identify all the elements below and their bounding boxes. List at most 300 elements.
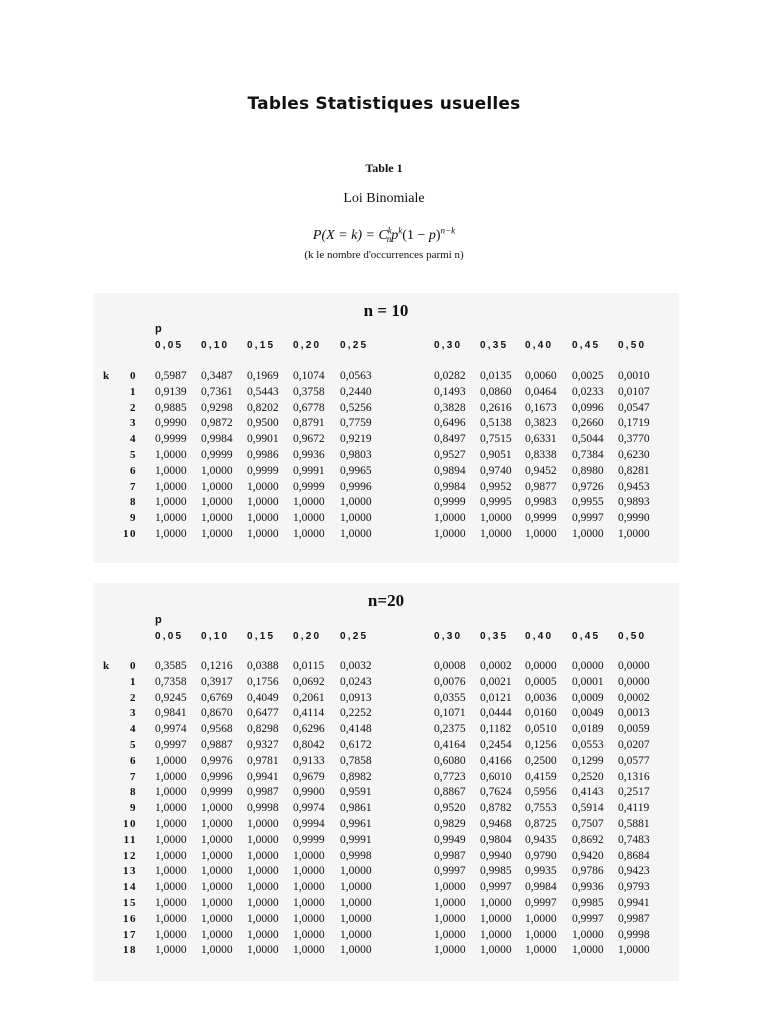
k-value: 7 (130, 770, 137, 783)
table-cell: 0,9998 (618, 928, 650, 941)
table-cell: 0,3585 (155, 660, 187, 672)
table-cell: 0,9990 (155, 417, 187, 430)
table-cell: 0,9900 (293, 786, 325, 799)
table-cell: 1,0000 (480, 944, 512, 957)
p-label: p (155, 614, 162, 626)
table-cell: 0,9877 (525, 480, 557, 493)
table-cell: 0,0002 (480, 660, 512, 672)
p-header: 0,10 (201, 631, 230, 642)
table-cell: 0,0282 (434, 370, 466, 382)
table-cell: 0,6230 (618, 449, 650, 461)
table-cell: 1,0000 (340, 897, 372, 909)
table-cell: 0,0207 (618, 739, 650, 751)
table-cell: 1,0000 (155, 802, 187, 815)
k-value: 2 (130, 691, 137, 704)
table-cell: 0,8692 (572, 833, 604, 846)
table-cell: 1,0000 (155, 496, 187, 509)
table-cell: 0,8497 (434, 433, 466, 446)
table-cell: 0,9139 (155, 385, 187, 398)
table-cell: 0,7515 (480, 433, 512, 446)
table-cell: 0,8982 (340, 770, 372, 783)
k-value: 18 (123, 944, 137, 957)
table-cell: 1,0000 (340, 512, 372, 525)
table-cell: 0,2061 (293, 691, 325, 704)
table-cell: 0,9786 (572, 865, 604, 878)
table-cell: 0,7358 (155, 675, 187, 688)
table-cell: 0,5044 (572, 433, 604, 446)
table-cell: 1,0000 (247, 849, 279, 862)
table-cell: 0,4166 (480, 754, 512, 767)
k-value: 0 (130, 370, 137, 382)
table-cell: 0,1316 (618, 770, 650, 783)
table-cell: 1,0000 (155, 754, 187, 767)
table-cell: 0,8670 (201, 707, 233, 720)
table-cell: 1,0000 (480, 528, 512, 540)
table-cell: 0,0115 (293, 660, 325, 672)
table-cell: 0,9985 (572, 897, 604, 909)
table-cell: 0,2440 (340, 385, 372, 398)
table-cell: 0,9984 (525, 881, 557, 894)
table-cell: 1,0000 (340, 865, 372, 878)
table-cell: 0,5443 (247, 385, 279, 398)
table-cell: 0,6080 (434, 754, 466, 767)
table-cell: 1,0000 (247, 512, 279, 525)
table-cell: 1,0000 (480, 512, 512, 525)
table-cell: 0,9793 (618, 881, 650, 894)
table-cell: 1,0000 (201, 881, 233, 894)
table-cell: 1,0000 (155, 528, 187, 540)
k-value: 0 (130, 660, 137, 672)
table-cell: 0,9990 (618, 512, 650, 525)
k-value: 4 (130, 723, 137, 736)
p-header: 0,35 (480, 631, 509, 642)
table-cell: 0,9984 (434, 480, 466, 493)
table-cell: 1,0000 (247, 881, 279, 894)
table-cell: 0,9219 (340, 433, 372, 446)
table-cell: 1,0000 (155, 881, 187, 894)
table-cell: 1,0000 (480, 897, 512, 909)
k-value: 5 (130, 739, 137, 751)
table-cell: 0,0000 (618, 675, 650, 688)
table-cell: 0,0032 (340, 660, 372, 672)
table-cell: 0,9997 (572, 912, 604, 925)
table-cell: 1,0000 (340, 881, 372, 894)
binomial-table-n10 (93, 293, 679, 563)
table-cell: 0,0563 (340, 370, 372, 382)
table-cell: 1,0000 (201, 802, 233, 815)
table-subtitle: Loi Binomiale (343, 191, 425, 206)
table-cell: 1,0000 (201, 944, 233, 957)
table-cell: 1,0000 (247, 833, 279, 846)
table-cell: 0,0233 (572, 385, 604, 398)
table-cell: 0,5881 (618, 818, 650, 830)
table-cell: 0,9997 (434, 865, 466, 878)
table-cell: 0,9991 (293, 464, 325, 477)
table-cell: 0,0059 (618, 723, 650, 736)
table-cell: 0,0009 (572, 691, 604, 704)
table-cell: 0,9999 (201, 449, 233, 461)
table-cell: 0,0189 (572, 723, 604, 736)
table-cell: 1,0000 (155, 449, 187, 461)
table-cell: 0,0001 (572, 675, 604, 688)
table-cell: 0,0025 (572, 370, 604, 382)
table-cell: 1,0000 (201, 464, 233, 477)
page-title: Tables Statistiques usuelles (247, 94, 521, 114)
table-cell: 0,0355 (434, 691, 466, 704)
table-cell: 1,0000 (525, 912, 557, 925)
k-value: 3 (130, 417, 137, 430)
table-cell: 1,0000 (480, 912, 512, 925)
table-cell: 0,1216 (201, 660, 233, 672)
k-value: 9 (130, 512, 137, 525)
k-value: 1 (130, 675, 137, 688)
table-cell: 0,8980 (572, 464, 604, 477)
table-cell: 1,0000 (572, 944, 604, 957)
k-value: 8 (130, 496, 137, 509)
table-cell: 0,9804 (480, 833, 512, 846)
table-cell: 1,0000 (201, 897, 233, 909)
table-cell: 0,7723 (434, 770, 466, 783)
table-cell: 1,0000 (293, 944, 325, 957)
p-header: 0,50 (618, 340, 647, 351)
table-cell: 0,1299 (572, 754, 604, 767)
table-cell: 0,9781 (247, 754, 279, 767)
table-cell: 0,1719 (618, 417, 650, 430)
table-cell: 0,3823 (525, 417, 557, 430)
table-cell: 0,0000 (618, 660, 650, 672)
table-cell: 1,0000 (293, 849, 325, 862)
table-cell: 0,9420 (572, 849, 604, 862)
p-header: 0,20 (293, 340, 322, 351)
table-cell: 0,6010 (480, 770, 512, 783)
table-cell: 1,0000 (525, 944, 557, 957)
table-cell: 0,0553 (572, 739, 604, 751)
table-cell: 0,0021 (480, 675, 512, 688)
table-cell: 1,0000 (201, 865, 233, 878)
table-cell: 0,9885 (155, 401, 187, 414)
table-cell: 0,9861 (340, 802, 372, 815)
k-value: 16 (123, 912, 137, 925)
table-cell: 1,0000 (155, 464, 187, 477)
k-value: 3 (130, 707, 137, 720)
table-cell: 1,0000 (434, 912, 466, 925)
table-cell: 0,4148 (340, 723, 372, 736)
table-cell: 1,0000 (247, 480, 279, 493)
table-cell: 0,6477 (247, 707, 279, 720)
table-cell: 0,9987 (247, 786, 279, 799)
formula-text: $P(X = k) = C^k_np^k(1 - p)^{n-k}$ (312, 225, 456, 245)
table-cell: 0,8684 (618, 849, 650, 862)
table-cell: 0,0243 (340, 675, 372, 688)
table-cell: 0,4164 (434, 739, 466, 751)
table-cell: 0,3770 (618, 433, 650, 446)
table-cell: 0,1756 (247, 675, 279, 688)
table-cell: 0,2252 (340, 707, 372, 720)
p-header: 0,05 (155, 631, 184, 642)
table-cell: 1,0000 (340, 496, 372, 509)
table-cell: 0,9726 (572, 480, 604, 493)
table-cell: 0,4114 (293, 707, 325, 720)
table-cell: 1,0000 (525, 928, 557, 941)
table-cell: 0,9997 (572, 512, 604, 525)
table-cell: 0,7361 (201, 385, 233, 398)
table-cell: 1,0000 (525, 528, 557, 540)
k-value: 6 (130, 754, 137, 767)
table-cell: 0,0002 (618, 691, 650, 704)
table-cell: 0,9998 (340, 849, 372, 862)
table-cell: 0,3828 (434, 401, 466, 414)
k-value: 8 (130, 786, 137, 799)
table-cell: 1,0000 (293, 512, 325, 525)
table-cell: 0,6331 (525, 433, 557, 446)
table-cell: 0,9997 (155, 739, 187, 751)
table-cell: 0,9298 (201, 401, 233, 414)
table-cell: 0,2520 (572, 770, 604, 783)
table-cell: 0,0996 (572, 401, 604, 414)
p-header: 0,15 (247, 340, 276, 351)
table-cell: 0,1071 (434, 707, 466, 720)
table-cell: 0,1256 (525, 739, 557, 751)
table-cell: 0,3917 (201, 675, 233, 688)
table-cell: 1,0000 (155, 480, 187, 493)
table-cell: 0,0464 (525, 385, 557, 398)
table-cell: 0,0060 (525, 370, 557, 382)
table-cell: 0,6496 (434, 417, 466, 430)
table-cell: 0,9790 (525, 849, 557, 862)
table-cell: 0,2517 (618, 786, 650, 799)
table-cell: 0,9527 (434, 449, 466, 461)
table-cell: 0,9999 (293, 480, 325, 493)
table-cell: 1,0000 (293, 881, 325, 894)
table-cell: 0,9841 (155, 707, 187, 720)
table-cell: 0,9949 (434, 833, 466, 846)
table-cell: 1,0000 (201, 912, 233, 925)
table-cell: 1,0000 (618, 944, 650, 957)
p-header: 0,30 (434, 631, 463, 642)
k-value: 9 (130, 802, 137, 815)
p-header: 0,30 (434, 340, 463, 351)
table-cell: 1,0000 (434, 528, 466, 540)
p-header: 0,05 (155, 340, 184, 351)
table-cell: 0,9468 (480, 818, 512, 830)
table-cell: 0,9133 (293, 754, 325, 767)
table-cell: 0,0121 (480, 691, 512, 704)
p-header: 0,25 (340, 631, 369, 642)
p-header: 0,15 (247, 631, 276, 642)
table-cell: 1,0000 (155, 912, 187, 925)
table-cell: 0,9500 (247, 417, 279, 430)
table-cell: 1,0000 (618, 528, 650, 540)
p-header: 0,25 (340, 340, 369, 351)
table-cell: 1,0000 (340, 944, 372, 957)
table-cell: 0,7507 (572, 818, 604, 830)
table-cell: 0,9996 (201, 770, 233, 783)
table-cell: 1,0000 (572, 928, 604, 941)
table-cell: 0,9999 (247, 464, 279, 477)
table-cell: 1,0000 (434, 881, 466, 894)
table-cell: 1,0000 (247, 865, 279, 878)
table-cell: 0,1182 (480, 723, 512, 736)
table-cell: 0,9986 (247, 449, 279, 461)
table-cell: 0,9591 (340, 786, 372, 799)
k-value: 12 (123, 849, 137, 862)
table-cell: 0,0388 (247, 660, 279, 672)
table-cell: 0,9941 (247, 770, 279, 783)
table-cell: 0,9983 (525, 496, 557, 509)
table-cell: 0,9423 (618, 865, 650, 878)
table-cell: 0,4119 (618, 802, 650, 815)
table-cell: 1,0000 (247, 528, 279, 540)
table-cell: 0,0107 (618, 385, 650, 398)
table-label: Table 1 (365, 161, 403, 175)
table-cell: 1,0000 (201, 818, 233, 830)
table-cell: 0,6296 (293, 723, 325, 736)
table-cell: 0,9976 (201, 754, 233, 767)
table-cell: 1,0000 (155, 928, 187, 941)
table-cell: 0,0000 (572, 660, 604, 672)
table-cell: 0,1673 (525, 401, 557, 414)
table-cell: 0,9985 (480, 865, 512, 878)
table-cell: 0,8042 (293, 739, 325, 751)
table-cell: 0,9999 (155, 433, 187, 446)
table-cell: 1,0000 (247, 897, 279, 909)
table-cell: 0,9245 (155, 691, 187, 704)
table-cell: 0,0008 (434, 660, 466, 672)
p-header: 0,40 (525, 340, 554, 351)
table-cell: 0,9987 (618, 912, 650, 925)
table-cell: 0,0000 (525, 660, 557, 672)
table-cell: 1,0000 (340, 528, 372, 540)
table-cell: 0,9872 (201, 417, 233, 430)
table-cell: 1,0000 (572, 528, 604, 540)
table-cell: 1,0000 (155, 786, 187, 799)
table-cell: 0,9829 (434, 818, 466, 830)
table-cell: 0,9901 (247, 433, 279, 446)
table-cell: 0,9453 (618, 480, 650, 493)
formula-note: (k le nombre d'occurrences parmi n) (304, 249, 464, 261)
table-cell: 0,0076 (434, 675, 466, 688)
table-cell: 0,4159 (525, 770, 557, 783)
table-cell: 0,0547 (618, 401, 650, 414)
table-cell: 0,8782 (480, 802, 512, 815)
table-cell: 1,0000 (293, 928, 325, 941)
table-cell: 0,9568 (201, 723, 233, 736)
table-cell: 1,0000 (247, 928, 279, 941)
k-value: 11 (123, 833, 137, 846)
table-cell: 0,7858 (340, 754, 372, 767)
table-cell: 1,0000 (247, 912, 279, 925)
p-header: 0,50 (618, 631, 647, 642)
p-header: 0,10 (201, 340, 230, 351)
table-cell: 1,0000 (293, 865, 325, 878)
table-cell: 0,5256 (340, 401, 372, 414)
table-cell: 0,9940 (480, 849, 512, 862)
p-header: 0,45 (572, 340, 601, 351)
table-cell: 0,8298 (247, 723, 279, 736)
table-cell: 0,0577 (618, 754, 650, 767)
table-cell: 0,9997 (525, 897, 557, 909)
table-cell: 0,9995 (480, 496, 512, 509)
table-cell: 0,2375 (434, 723, 466, 736)
k-value: 4 (130, 433, 137, 446)
table-title: n = 10 (363, 301, 409, 320)
table-cell: 1,0000 (434, 928, 466, 941)
table-cell: 0,9961 (340, 818, 372, 830)
table-cell: 1,0000 (201, 480, 233, 493)
table-cell: 1,0000 (247, 944, 279, 957)
table-cell: 0,9996 (340, 480, 372, 493)
table-cell: 0,2616 (480, 401, 512, 414)
table-cell: 1,0000 (293, 496, 325, 509)
table-cell: 1,0000 (247, 496, 279, 509)
table-title: n=20 (367, 591, 405, 610)
k-value: 5 (130, 449, 137, 461)
table-cell: 0,9998 (247, 802, 279, 815)
table-cell: 0,4143 (572, 786, 604, 799)
table-cell: 0,0160 (525, 707, 557, 720)
table-cell: 0,0005 (525, 675, 557, 688)
table-cell: 0,0036 (525, 691, 557, 704)
table-cell: 0,9999 (201, 786, 233, 799)
table-cell: 0,1074 (293, 370, 325, 382)
table-cell: 0,8202 (247, 401, 279, 414)
table-cell: 0,0013 (618, 707, 650, 720)
table-cell: 1,0000 (201, 528, 233, 540)
table-cell: 0,7483 (618, 833, 650, 846)
p-label: p (155, 323, 162, 335)
k-value: 13 (123, 865, 137, 878)
table-cell: 0,2660 (572, 417, 604, 430)
table-cell: 0,9740 (480, 464, 512, 477)
table-cell: 0,8791 (293, 417, 325, 430)
k-value: 1 (130, 385, 137, 398)
table-cell: 0,9994 (293, 818, 325, 830)
table-cell: 0,8338 (525, 449, 557, 461)
table-cell: 0,6172 (340, 739, 372, 751)
table-cell: 0,3758 (293, 385, 325, 398)
table-cell: 0,1969 (247, 370, 279, 382)
binomial-table-n20 (93, 583, 679, 981)
table-cell: 0,9999 (434, 496, 466, 509)
table-cell: 0,9520 (434, 802, 466, 815)
table-cell: 1,0000 (434, 897, 466, 909)
table-cell: 0,9984 (201, 433, 233, 446)
table-cell: 0,8725 (525, 818, 557, 830)
table-cell: 0,9672 (293, 433, 325, 446)
table-cell: 0,9894 (434, 464, 466, 477)
table-cell: 0,9887 (201, 739, 233, 751)
table-cell: 0,7759 (340, 417, 372, 430)
table-cell: 1,0000 (155, 818, 187, 830)
table-cell: 0,9997 (480, 881, 512, 894)
table-cell: 0,9955 (572, 496, 604, 509)
table-cell: 0,8867 (434, 786, 466, 799)
table-cell: 1,0000 (340, 928, 372, 941)
table-cell: 0,0010 (618, 370, 650, 382)
table-cell: 0,9965 (340, 464, 372, 477)
p-header: 0,20 (293, 631, 322, 642)
table-cell: 0,9452 (525, 464, 557, 477)
table-cell: 0,9936 (572, 881, 604, 894)
p-header: 0,35 (480, 340, 509, 351)
table-cell: 0,9974 (293, 802, 325, 815)
table-cell: 1,0000 (155, 849, 187, 862)
table-cell: 0,0135 (480, 370, 512, 382)
table-cell: 1,0000 (293, 897, 325, 909)
binomial-formula (0, 225, 768, 244)
k-value: 10 (123, 818, 137, 830)
table-cell: 0,0510 (525, 723, 557, 736)
